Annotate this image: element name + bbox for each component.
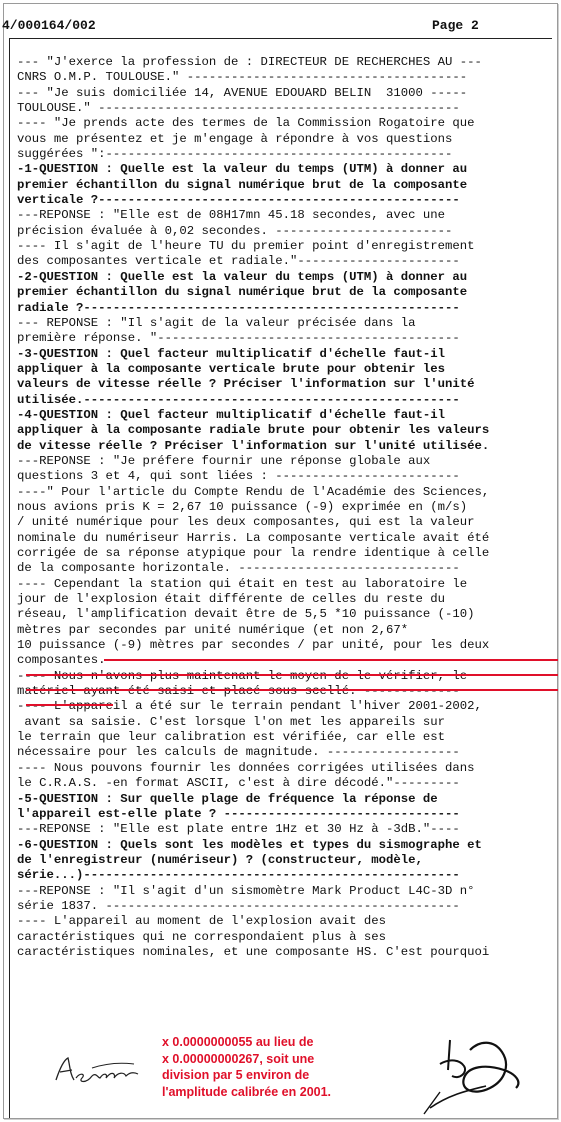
text-line: appliquer à la composante verticale brute pour obtenir les bbox=[17, 361, 446, 376]
text-line: ---- L'appareil a été sur le terrain pendant l'hiver 2001-2002, bbox=[17, 699, 482, 714]
text-line: --- REPONSE : "Il s'agit de la valeur précisée dans la bbox=[17, 315, 416, 330]
text-line: caractéristiques qui ne correspondaient plus à ses bbox=[17, 929, 386, 944]
text-line: le C.R.A.S. -en format ASCII, c'est à dire décodé."--------- bbox=[17, 776, 460, 791]
text-line: -2-QUESTION : Quelle est la valeur du temps (UTM) à donner au bbox=[17, 269, 468, 284]
handwritten-signature bbox=[420, 1030, 530, 1120]
text-line: avant sa saisie. C'est lorsque l'on met les appareils sur bbox=[17, 714, 446, 729]
text-line: jour de l'explosion était différente de celles du reste du bbox=[17, 592, 446, 607]
text-line: composantes. ----------------------------------------------- bbox=[17, 653, 460, 668]
text-line: ---REPONSE : "Je préfere fournir une réponse globale aux bbox=[17, 453, 431, 468]
text-line: 10 puissance (-9) mètres par secondes / par unité, pour les deux bbox=[17, 638, 490, 653]
red-underline bbox=[104, 659, 558, 661]
text-line: matériel ayant été saisi et placé sous scellé. ------------- bbox=[17, 684, 460, 699]
text-line: précision évaluée à 0,02 secondes. ------------------------ bbox=[17, 223, 453, 238]
red-underline bbox=[26, 704, 113, 706]
text-line: de l'enregistreur (numériseur) ? (constructeur, modèle, bbox=[17, 852, 423, 867]
text-line: CNRS O.M.P. TOULOUSE." -------------------------------------- bbox=[17, 70, 468, 85]
text-line: TOULOUSE." ------------------------------------------------- bbox=[17, 101, 460, 116]
text-line: ----" Pour l'article du Compte Rendu de l'Académie des Sciences, bbox=[17, 484, 490, 499]
text-line: questions 3 et 4, qui sont liées : ------------------------- bbox=[17, 469, 460, 484]
annotation-line: x 0.00000000267, soit une bbox=[162, 1051, 315, 1066]
document-body bbox=[17, 55, 555, 960]
text-line: ---- L'appareil au moment de l'explosion avait des bbox=[17, 914, 386, 929]
text-line: appliquer à la composante radiale brute pour obtenir les valeurs bbox=[17, 423, 490, 438]
text-line: -4-QUESTION : Quel facteur multiplicatif d'échelle faut-il bbox=[17, 407, 446, 422]
text-line: -5-QUESTION : Sur quelle plage de fréquence la réponse de bbox=[17, 791, 438, 806]
text-line: vous me présentez et je m'engage à répondre à vos questions bbox=[17, 131, 453, 146]
text-line: verticale ?------------------------------------------------- bbox=[17, 193, 460, 208]
text-line: premier échantillon du signal numérique brut de la composante bbox=[17, 285, 468, 300]
text-line: l'appareil est-elle plate ? -------------------------------- bbox=[17, 806, 460, 821]
text-line: le terrain que leur calibration est vérifiée, car elle est bbox=[17, 730, 446, 745]
text-line: de la composante horizontale. ------------------------------ bbox=[17, 561, 460, 576]
text-line: utilisée.--------------------------------------------------- bbox=[17, 392, 460, 407]
text-line: première réponse. "----------------------------------------- bbox=[17, 331, 460, 346]
text-line: ---REPONSE : "Elle est plate entre 1Hz et 30 Hz à -3dB."---- bbox=[17, 822, 460, 837]
text-line: caractéristiques nominales, et une composante HS. C'est pourquoi bbox=[17, 944, 490, 959]
text-line: mètres par secondes par unité numérique (et non 2,67* bbox=[17, 622, 409, 637]
text-line: radiale ?--------------------------------------------------- bbox=[17, 300, 460, 315]
text-line: --- "Je suis domiciliée 14, AVENUE EDOUARD BELIN 31000 ----- bbox=[17, 85, 468, 100]
text-line: corrigée de sa réponse atypique pour la rendre identique à celle bbox=[17, 546, 490, 560]
text-line: ---- Nous n'avons plus maintenant le moyen de le vérifier, le bbox=[17, 668, 468, 683]
text-line: ---REPONSE : "Il s'agit d'un sismomètre Mark Product L4C-3D n° bbox=[17, 883, 475, 898]
margin-line bbox=[9, 38, 10, 1118]
text-line: premier échantillon du signal numérique brut de la composante bbox=[17, 177, 468, 192]
annotation-line: x 0.0000000055 au lieu de bbox=[162, 1035, 314, 1049]
document-id: 4/000164/002 bbox=[2, 18, 96, 33]
annotation-line: l'amplitude calibrée en 2001. bbox=[162, 1084, 332, 1099]
page-number: Page 2 bbox=[432, 18, 479, 33]
text-line: -6-QUESTION : Quels sont les modèles et types du sismographe et bbox=[17, 837, 482, 852]
text-line: nominale du numériseur Harris. La composante verticale avait été bbox=[17, 530, 490, 545]
text-line: des composantes verticale et radiale."---------------------- bbox=[17, 254, 460, 269]
text-line: valeurs de vitesse réelle ? Préciser l'information sur l'unité bbox=[17, 377, 475, 392]
text-line: ---- Nous pouvons fournir les données corrigées utilisées dans bbox=[17, 760, 475, 775]
text-line: ---- Cependant la station qui était en test au laboratoire le bbox=[17, 576, 468, 591]
text-line: / unité numérique pour les deux composantes, qui est la valeur bbox=[17, 515, 475, 530]
text-line: suggérées ":----------------------------------------------- bbox=[17, 147, 453, 162]
text-line: ---REPONSE : "Elle est de 08H17mn 45.18 secondes, avec une bbox=[17, 208, 446, 223]
text-line: série 1837. ------------------------------------------------ bbox=[17, 898, 460, 913]
red-underline bbox=[26, 674, 558, 676]
text-line: -3-QUESTION : Quel facteur multiplicatif d'échelle faut-il bbox=[17, 346, 446, 361]
handwritten-initials bbox=[52, 1050, 142, 1090]
text-line: --- "J'exerce la profession de : DIRECTEUR DE RECHERCHES AU --- bbox=[17, 55, 482, 69]
annotation-line: division par 5 environ de bbox=[162, 1068, 310, 1082]
red-underline bbox=[26, 689, 558, 691]
text-line: ---- Il s'agit de l'heure TU du premier point d'enregistrement bbox=[17, 239, 475, 254]
text-line: -1-QUESTION : Quelle est la valeur du temps (UTM) à donner au bbox=[17, 162, 468, 177]
document-header bbox=[0, 18, 561, 38]
text-line: nous avions pris K = 2,67 10 puissance (-9) exprimée en (m/s) bbox=[17, 499, 468, 514]
text-line: nécessaire pour les calculs de magnitude. ------------------ bbox=[17, 745, 460, 760]
text-line: réseau, l'amplification devait être de 5,5 *10 puissance (-10) bbox=[17, 607, 475, 622]
red-annotation bbox=[162, 1034, 392, 1100]
text-line: série...)--------------------------------------------------- bbox=[17, 868, 460, 883]
text-line: ---- "Je prends acte des termes de la Commission Rogatoire que bbox=[17, 116, 475, 131]
header-divider bbox=[10, 38, 552, 39]
text-line: de vitesse réelle ? Préciser l'information sur l'unité utilisée. bbox=[17, 438, 490, 453]
